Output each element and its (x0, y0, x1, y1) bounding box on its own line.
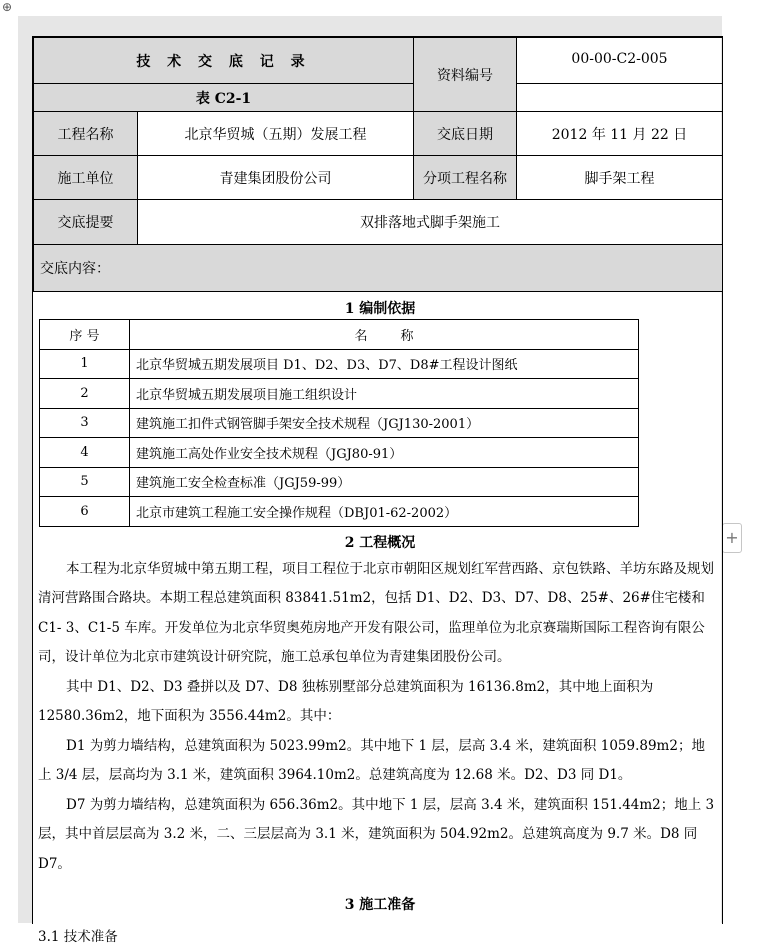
project-name-label: 工程名称 (34, 112, 138, 156)
project-name-value[interactable]: 北京华贸城（五期）发展工程 (138, 112, 414, 156)
row-no: 3 (40, 408, 130, 438)
row-name: 建筑施工扣件式钢管脚手架安全技术规程（JGJ130-2001） (130, 408, 639, 438)
table-row (40, 320, 639, 350)
row-no: 1 (40, 349, 130, 379)
subproject-label: 分项工程名称 (414, 156, 517, 200)
document-page (32, 36, 723, 945)
row-no: 5 (40, 467, 130, 497)
row-name: 建筑施工安全检查标准（JGJ59-99） (130, 467, 639, 497)
table-row (40, 379, 639, 409)
row-name: 建筑施工高处作业安全技术规程（JGJ80-91） (130, 438, 639, 468)
paragraph: D1 为剪力墙结构，总建筑面积为 5023.99m2。其中地下 1 层，层高 3.4 米，建筑面积 1059.89m2；地上 3/4 层，层高均为 3.1 米，建筑面积 3964.10m2。总建筑高度为 12.68 米。D2、D3 同 D1。 (38, 737, 705, 783)
row-name: 北京华贸城五期发展项目施工组织设计 (130, 379, 639, 409)
ruler-band (18, 16, 721, 36)
section-3-title: 3 施工准备 (344, 897, 416, 913)
contractor-label: 施工单位 (34, 156, 138, 200)
reference-table (39, 319, 639, 527)
doc-no-value[interactable]: 00-00-C2-005 (517, 38, 723, 84)
col-header-no: 序 号 (40, 320, 130, 350)
add-row-button[interactable]: + (722, 523, 742, 553)
record-title: 技 术 交 底 记 录 (34, 38, 414, 84)
form-number: 表 C2-1 (34, 84, 414, 112)
table-row (40, 497, 639, 527)
section-1-title: 1 编制依据 (344, 301, 416, 317)
doc-no-label: 资料编号 (414, 38, 517, 112)
summary-label: 交底提要 (34, 200, 138, 245)
date-label: 交底日期 (414, 112, 517, 156)
col-header-name: 名 称 (130, 320, 639, 350)
doc-no-extra[interactable] (517, 84, 723, 112)
paragraph: 本工程为北京华贸城中第五期工程，项目工程位于北京市朝阳区规划红军营西路、京包铁路、羊坊东路及规划清河营路围合路块。本期工程总建筑面积 83841.51m2，包括 D1、D2、D3、D7、D8、25#、26#住宅楼和 C1- 3、C1-5 车库。开发单位为北京华贸奥苑房地产开发有限公司，监理单位为北京赛瑞斯国际工程咨询有限公司，设计单位为北京市建筑设计研究院，施工总承包单位为青建集团股份公司。 (38, 560, 714, 665)
content-label: 交底内容： (34, 245, 723, 292)
margin-strip (18, 36, 32, 923)
subsection-3-1: 3.1 技术准备 (38, 929, 118, 945)
header-table (33, 37, 723, 292)
paragraph: 其中 D1、D2、D3 叠拼以及 D7、D8 独栋别墅部分总建筑面积为 16136.8m2，其中地上面积为 12580.36m2，地下面积为 3556.44m2。其中： (38, 678, 654, 724)
row-no: 6 (40, 497, 130, 527)
date-value[interactable]: 2012 年 11 月 22 日 (517, 112, 723, 156)
section-2-title: 2 工程概况 (344, 534, 416, 551)
table-row (40, 467, 639, 497)
paragraph: D7 为剪力墙结构，总建筑面积为 656.36m2。其中地下 1 层，层高 3.4 米，建筑面积 151.44m2；地上 3 层，其中首层层高为 3.2 米，二、三层层高为 3.1 米，建筑面积为 504.92m2。总建筑高度为 9.7 米。D8 同 D7。 (38, 796, 715, 872)
table-row (40, 349, 639, 379)
row-no: 2 (40, 379, 130, 409)
table-row (40, 438, 639, 468)
content-body[interactable] (33, 300, 722, 945)
row-no: 4 (40, 438, 130, 468)
summary-value[interactable]: 双排落地式脚手架施工 (138, 200, 723, 245)
contractor-value[interactable]: 青建集团股份公司 (138, 156, 414, 200)
table-row (40, 408, 639, 438)
row-name: 北京华贸城五期发展项目 D1、D2、D3、D7、D8#工程设计图纸 (130, 349, 639, 379)
subproject-value[interactable]: 脚手架工程 (517, 156, 723, 200)
row-name: 北京市建筑工程施工安全操作规程（DBJ01-62-2002） (130, 497, 639, 527)
table-move-icon[interactable]: ⊕ (1, 0, 13, 14)
